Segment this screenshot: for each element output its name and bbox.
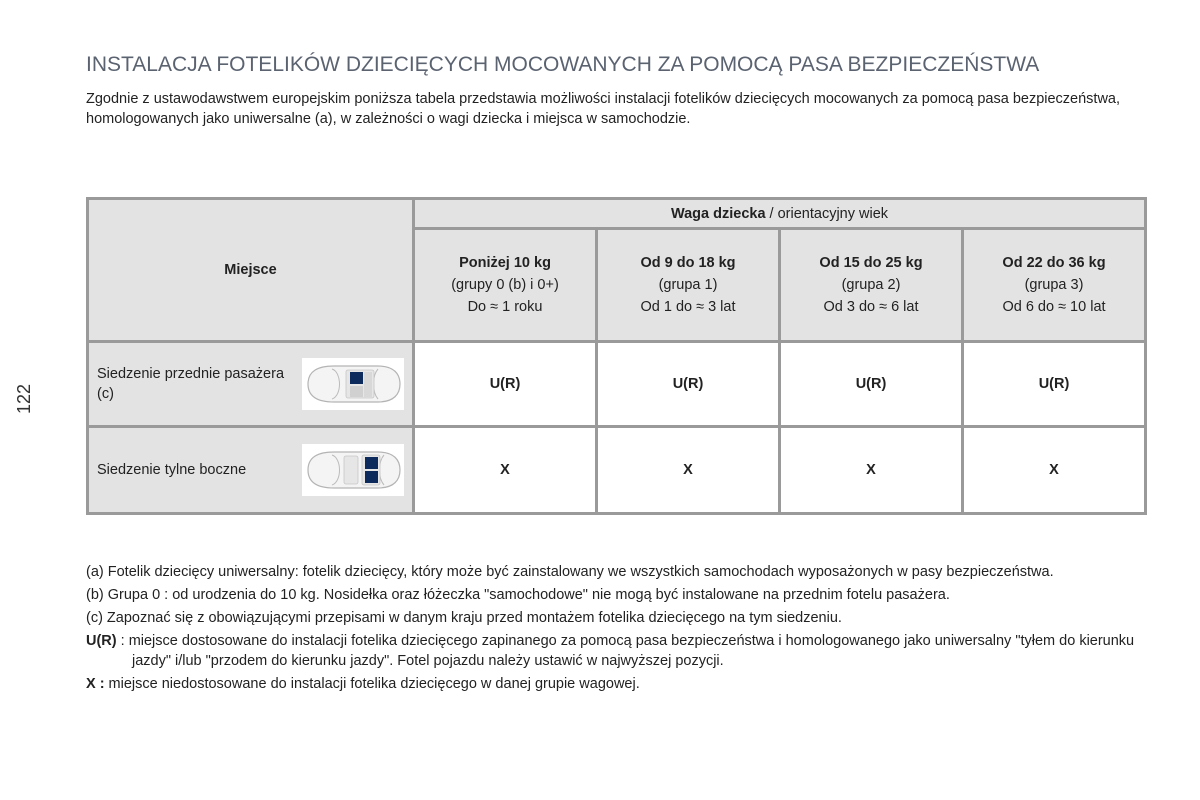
legend-x [86,674,1146,694]
table-cell-value [964,343,1144,425]
cell-value: U(R) [489,376,521,392]
legend-ur-label: U(R) [86,633,117,649]
page-number: 122 [14,383,34,414]
seat-column-header [89,200,412,340]
cell-value: U(R) [672,376,704,392]
cell-value: X [683,462,693,478]
weight-header-bold: Waga dziecka [670,205,766,222]
seat-label: Siedzenie przednie pasażera (c) [97,366,285,402]
table-cell-value [781,343,961,425]
group-header [415,230,595,340]
seat-label: Siedzenie tylne boczne [97,462,247,478]
table-cell-value [415,343,595,425]
group-label: (grupa 2) [841,277,901,293]
group-weight: Od 9 do 18 kg [640,255,736,271]
group-age: Od 3 do ≈ 6 lat [823,299,919,315]
seat-column-header-label: Miejsce [224,262,277,278]
footnote-c: (c) Zapoznać się z obowiązującymi przepisami w danym kraju przed montażem fotelika dziecięcego na tym siedzeniu. [86,610,842,626]
cell-value: U(R) [1038,376,1070,392]
table-cell-value [598,343,778,425]
group-age: Do ≈ 1 roku [467,299,543,315]
cell-value: X [866,462,876,478]
table-row-seat-rear [89,428,412,512]
group-label: (grupy 0 (b) i 0+) [451,277,559,293]
legend-x-label: X : [86,676,105,692]
group-weight: Od 15 do 25 kg [819,255,923,271]
weight-header-rest: / orientacyjny wiek [765,205,889,222]
footnote-b: (b) Grupa 0 : od urodzenia do 10 kg. Nosidełka oraz łóżeczka "samochodowe" nie mogą być instalowane na przednim fotelu pasażera. [86,587,950,603]
footnote-a: (a) Fotelik dziecięcy uniwersalny: fotelik dziecięcy, który może być zainstalowany we wszystkich samochodach wyposażonych w pasy bezpieczeństwa. [86,564,1054,580]
legend-ur-text: : miejsce dostosowane do instalacji fotelika dziecięcego zapinanego za pomocą pasa bezpieczeństwa i homologowanego jako uniwersalny "tyłem do kierunku jazdy" i/lub "przodem do kierunku jazdy". Fotel pojazdu należy ustawić w najwyższej pozycji. [116,633,1135,669]
cell-value: X [500,462,510,478]
page-title: INSTALACJA FOTELIKÓW DZIECIĘCYCH MOCOWANYCH ZA POMOCĄ PASA BEZPIECZEŃSTWA [86,53,1040,76]
child-seat-table [86,197,1147,515]
table-cell-value [598,428,778,512]
group-age: Od 1 do ≈ 3 lat [640,299,736,315]
cell-value: U(R) [855,376,887,392]
legend-x-text: miejsce niedostosowane do instalacji fotelika dziecięcego w danej grupie wagowej. [104,676,640,692]
group-header [964,230,1144,340]
cell-value: X [1049,462,1059,478]
car-front-passenger-seat-icon [302,358,404,410]
group-weight: Poniżej 10 kg [459,255,551,271]
group-weight: Od 22 do 36 kg [1002,255,1106,271]
weight-header [415,200,1144,227]
table-row-seat-front [89,343,412,425]
footnotes [86,562,1146,697]
group-label: (grupa 3) [1024,277,1084,293]
group-header [781,230,961,340]
table-cell-value [415,428,595,512]
legend-ur [86,631,1146,671]
car-rear-side-seats-icon [302,444,404,496]
group-label: (grupa 1) [658,277,718,293]
table-cell-value [964,428,1144,512]
group-header [598,230,778,340]
group-age: Od 6 do ≈ 10 lat [1002,299,1106,315]
table-cell-value [781,428,961,512]
intro-paragraph: Zgodnie z ustawodawstwem europejskim poniższa tabela przedstawia możliwości instalacji fotelików dziecięcych mocowanych za pomocą pasa bezpieczeństwa, homologowanych jako uniwersalne (a), w zależności o wagi dziecka i miejsca w samochodzie. [86,91,1121,127]
